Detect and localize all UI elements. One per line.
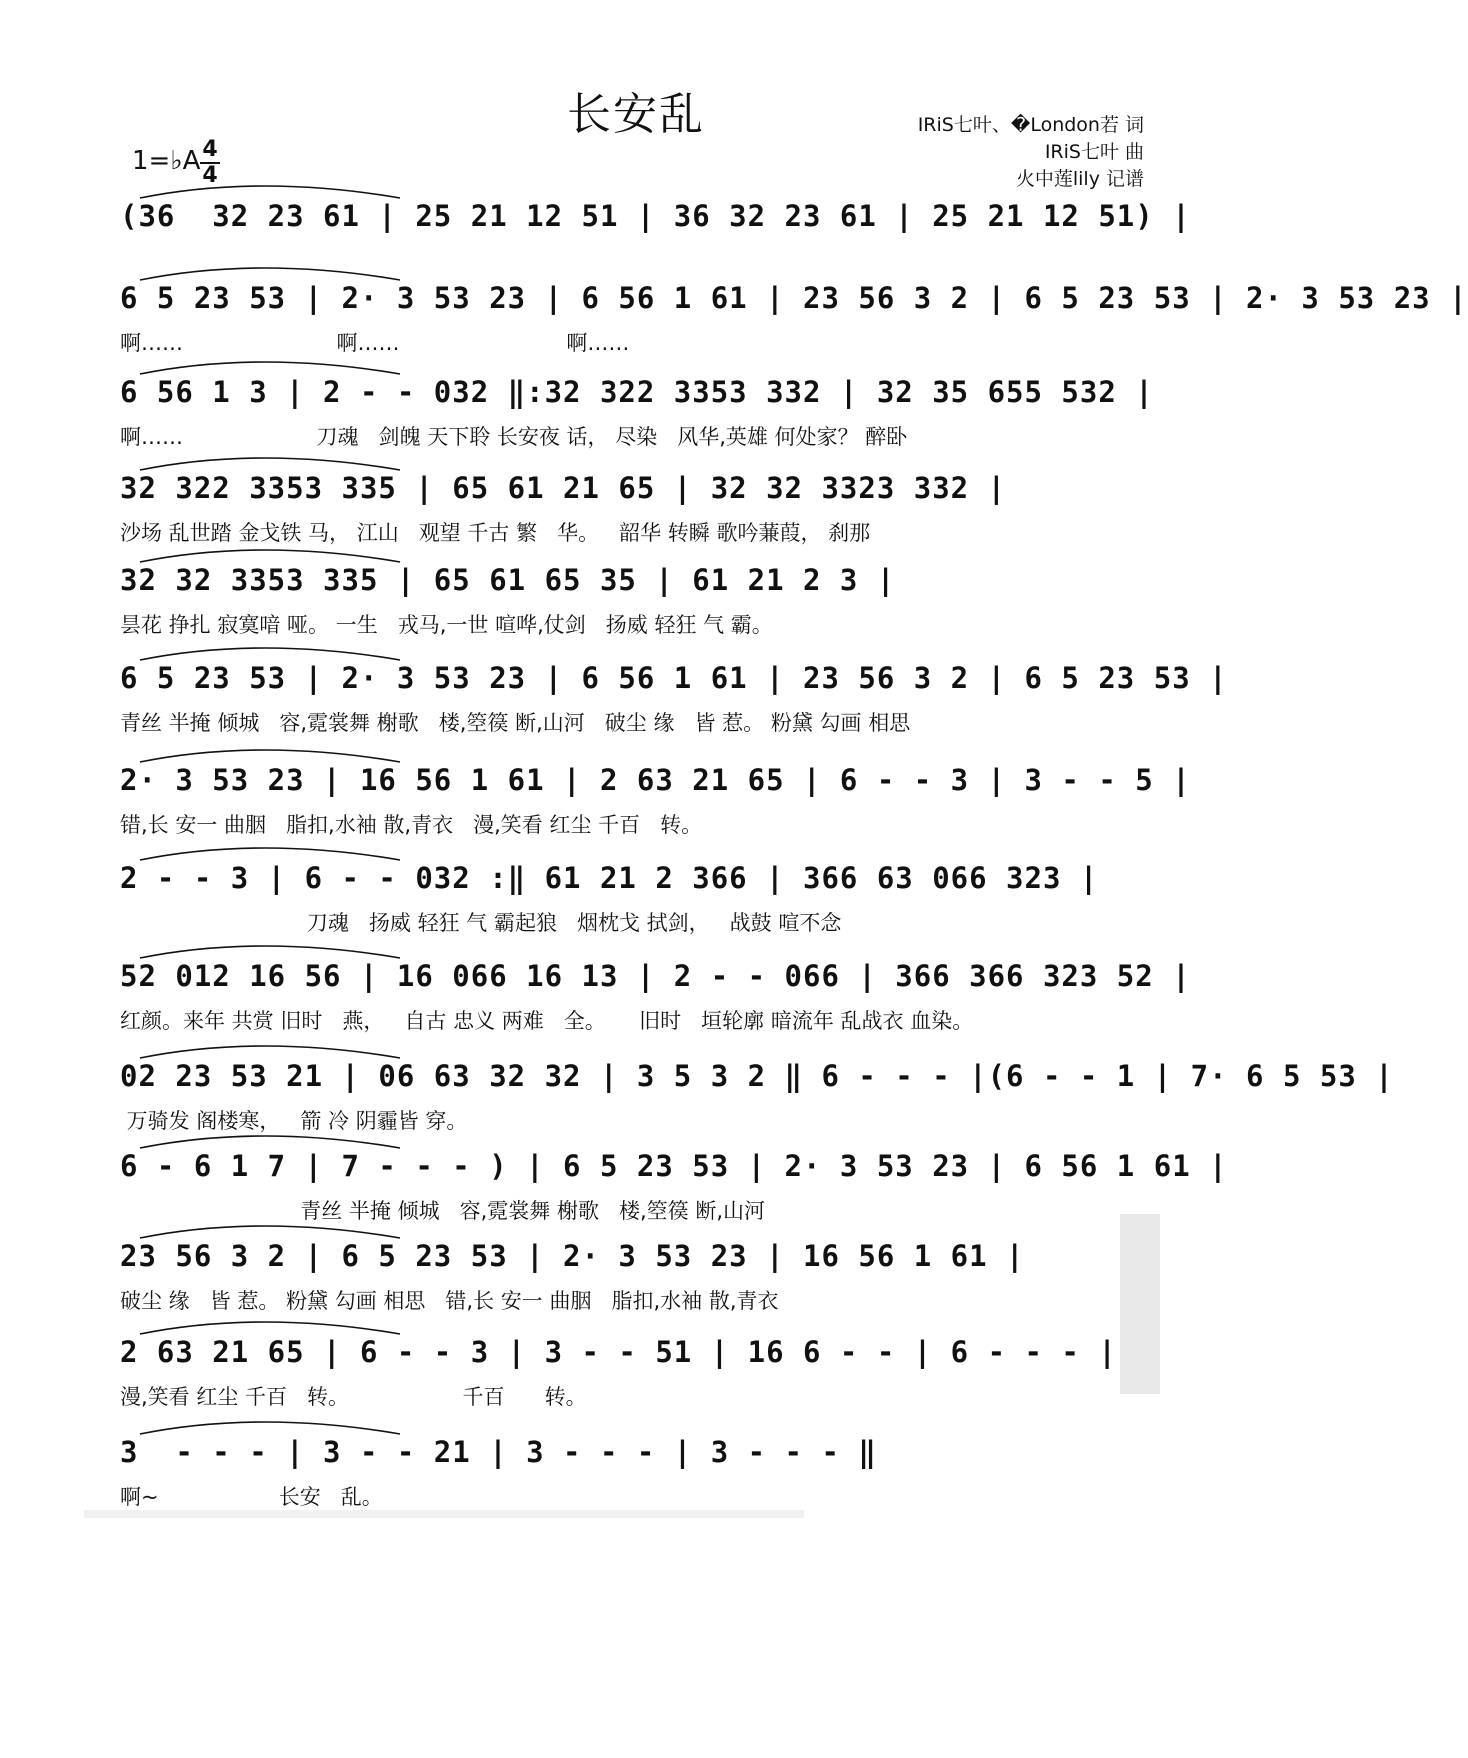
notation-line: 6 - 6 1 7 | 7 - - - ) | 6 5 23 53 | 2· 3 53 23 | 6 56 1 61 | <box>120 1149 1228 1183</box>
transcriber-credit: 火中莲lily 记谱 <box>1015 168 1144 190</box>
time-signature-top: 4 <box>202 137 218 162</box>
song-title: 长安乱 <box>567 89 705 140</box>
lyrics-line: 青丝 半掩 倾城 容,霓裳舞 榭歌 楼,箜篌 断,山河 破尘 缘 皆 惹。 粉黛 勾画 相思 <box>120 711 911 735</box>
lyricist-credit: IRiS七叶、�London若 词 <box>917 114 1144 136</box>
lyrics-line: 沙场 乱世踏 金戈铁 马， 江山 观望 千古 繁 华。 韶华 转瞬 歌吟蒹葭， 刹那 <box>120 521 871 545</box>
notation-line: 2 - - 3 | 6 - - 032 :‖ 61 21 2 366 | 366 63 066 323 | <box>120 861 1099 895</box>
lyrics-line: 漫,笑看 红尘 千百 转。 千百 转。 <box>120 1385 587 1409</box>
composer-credit: IRiS七叶 曲 <box>1044 141 1144 163</box>
lyrics-line: 啊~ 长安 乱。 <box>120 1485 383 1509</box>
lyrics-line: 啊…… 刀魂 剑魄 天下聆 长安夜 话， 尽染 风华,英雄 何处家？ 醉卧 <box>120 425 908 449</box>
notation-line: 52 012 16 56 | 16 066 16 13 | 2 - - 066 | 366 366 323 52 | <box>120 959 1191 993</box>
lyrics-line: 红颜。来年 共赏 旧时 燕， 自古 忠义 两难 全。 旧时 垣轮廓 暗流年 乱战衣 血染。 <box>120 1009 974 1033</box>
notation-line: (36 32 23 61 | 25 21 12 51 | 36 32 23 61 | 25 21 12 51) | <box>120 199 1191 233</box>
lyrics-line: 刀魂 扬威 轻狂 气 霸起狼 烟枕戈 拭剑， 战鼓 喧不念 <box>120 911 842 935</box>
notation-line: 6 5 23 53 | 2· 3 53 23 | 6 56 1 61 | 23 56 3 2 | 6 5 23 53 | <box>120 661 1228 695</box>
notation-line: 6 5 23 53 | 2· 3 53 23 | 6 56 1 61 | 23 56 3 2 | 6 5 23 53 | 2· 3 53 23 | <box>120 281 1468 315</box>
notation-line: 3 - - - | 3 - - 21 | 3 - - - | 3 - - - ‖ <box>120 1435 877 1469</box>
lyrics-line: 错,长 安一 曲胭 脂扣,水袖 散,青衣 漫,笑看 红尘 千百 转。 <box>120 813 703 837</box>
notation-line: 23 56 3 2 | 6 5 23 53 | 2· 3 53 23 | 16 56 1 61 | <box>120 1239 1025 1273</box>
lyrics-line: 青丝 半掩 倾城 容,霓裳舞 榭歌 楼,箜篌 断,山河 <box>120 1199 766 1223</box>
notation-line: 2· 3 53 23 | 16 56 1 61 | 2 63 21 65 | 6 - - 3 | 3 - - 5 | <box>120 763 1191 797</box>
lyrics-line: 破尘 缘 皆 惹。 粉黛 勾画 相思 错,长 安一 曲胭 脂扣,水袖 散,青衣 <box>120 1289 779 1313</box>
notation-line: 6 56 1 3 | 2 - - 032 ‖:32 322 3353 332 | 32 35 655 532 | <box>120 375 1154 409</box>
scan-smudge <box>1120 1214 1160 1394</box>
notation-line: 2 63 21 65 | 6 - - 3 | 3 - - 51 | 16 6 - - | 6 - - - | <box>120 1335 1117 1369</box>
key-signature: 1=♭A <box>132 146 201 176</box>
lyrics-line: 啊…… 啊…… 啊…… <box>120 331 630 355</box>
scan-smudge <box>84 1510 804 1518</box>
notation-line: 32 32 3353 335 | 65 61 65 35 | 61 21 2 3 | <box>120 563 896 597</box>
time-signature-bottom: 4 <box>200 162 220 188</box>
lyrics-line: 万骑发 阁楼寒， 箭 冷 阴霾皆 穿。 <box>120 1109 468 1133</box>
notation-line: 32 322 3353 335 | 65 61 21 65 | 32 32 3323 332 | <box>120 471 1007 505</box>
notation-line: 02 23 53 21 | 06 63 32 32 | 3 5 3 2 ‖ 6 - - - |(6 - - 1 | 7· 6 5 53 | <box>120 1059 1394 1093</box>
lyrics-line: 昙花 挣扎 寂寞喑 哑。 一生 戎马,一世 喧哗,仗剑 扬威 轻狂 气 霸。 <box>120 613 773 637</box>
